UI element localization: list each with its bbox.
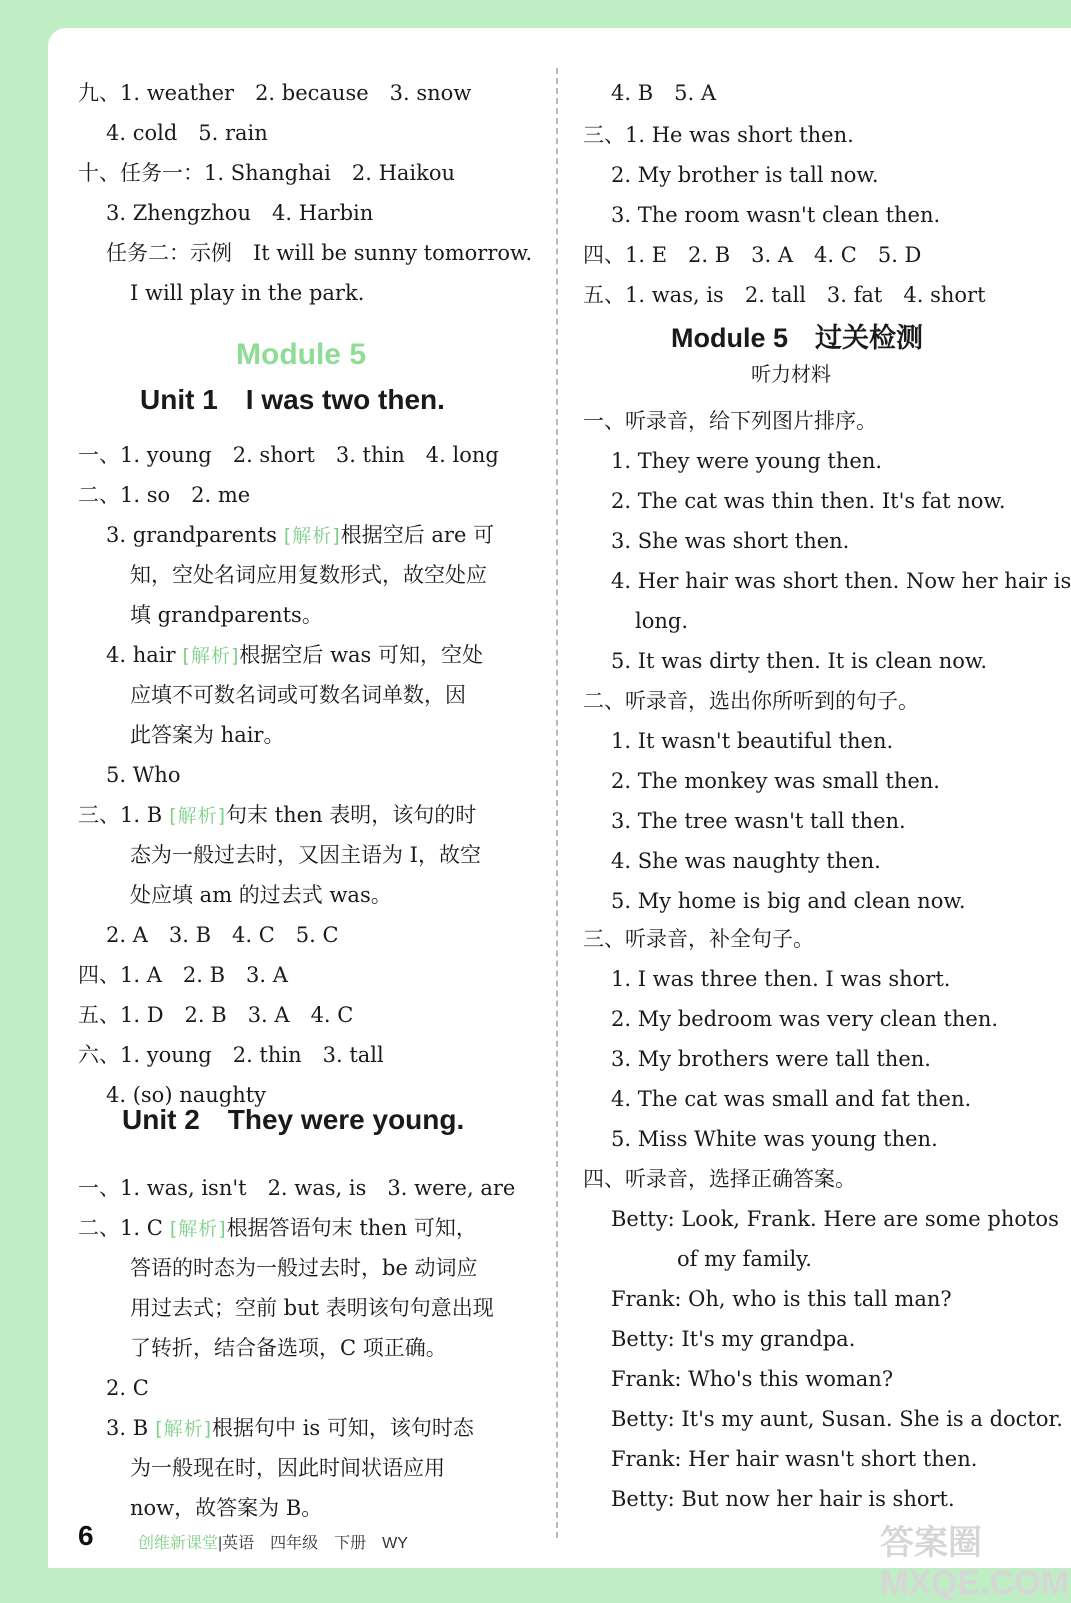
answer-line (611, 1084, 971, 1114)
answer-text: 5. My home is big and clean now. (611, 889, 966, 913)
unit2-title: Unit 2 They were young. (122, 1104, 465, 1135)
answer-line (130, 1293, 494, 1323)
answer-line (611, 1324, 855, 1354)
answer-line (106, 198, 373, 228)
answer-text: 二、听录音，选出你所听到的句子。 (583, 689, 919, 713)
answer-text: 二、1. so 2. me (78, 483, 251, 507)
answer-text: 五、1. D 2. B 3. A 4. C (78, 1003, 354, 1027)
footer-info (138, 1530, 408, 1553)
answer-line (583, 686, 919, 716)
answer-text: Frank: Her hair wasn't short then. (611, 1447, 978, 1471)
answer-line (130, 720, 284, 750)
answer-line (583, 280, 986, 310)
answer-line (130, 1333, 447, 1363)
analysis-tag: [解析] (148, 1418, 213, 1440)
answer-line (78, 158, 455, 188)
answer-line (611, 846, 881, 876)
answer-line (106, 118, 268, 148)
module-title: Module 5 (236, 338, 367, 371)
answer-text: Betty: It's my aunt, Susan. She is a doctor. (611, 1407, 1063, 1431)
answer-text: long. (635, 609, 689, 633)
answer-text: 4. She was naughty then. (611, 849, 881, 873)
answer-line (677, 1244, 812, 1274)
answer-text: 四、1. A 2. B 3. A (78, 963, 288, 987)
answer-line (611, 200, 940, 230)
answer-line (611, 766, 940, 796)
analysis-text: 根据句中 is 可知，该句时态 (212, 1416, 474, 1440)
answer-text: 一、1. young 2. short 3. thin 4. long (78, 443, 499, 467)
answer-line (78, 440, 499, 470)
answer-line (611, 806, 906, 836)
analysis-tag: [解析] (162, 1218, 227, 1240)
footer-book-info: |英语 四年级 下册 WY (218, 1535, 408, 1552)
answer-line (78, 1173, 515, 1203)
answer-line (611, 1204, 1059, 1234)
answer-text: Betty: Look, Frank. Here are some photos (611, 1207, 1059, 1231)
answer-text: now，故答案为 B。 (130, 1496, 323, 1520)
analysis-text: 句末 then 表明，该句的时 (226, 803, 477, 827)
answer-line (635, 606, 688, 636)
answer-line (611, 1124, 938, 1154)
answer-text: 2. A 3. B 4. C 5. C (106, 923, 339, 947)
analysis-tag: [解析] (162, 805, 227, 827)
answer-text: 态为一般过去时，又因主语为 I，故空 (130, 843, 481, 867)
answer-line (611, 566, 1071, 596)
analysis-text: 根据答语句末 then 可知， (226, 1216, 477, 1240)
listening-title: 听力材料 (751, 362, 831, 386)
answer-line (611, 1044, 931, 1074)
analysis-text: 根据空后 was 可知，空处 (239, 643, 484, 667)
answer-text: 四、1. E 2. B 3. A 4. C 5. D (583, 243, 922, 267)
answer-line (611, 1364, 893, 1394)
answer-line (611, 964, 950, 994)
page-number: 6 (78, 1520, 94, 1551)
answer-line (106, 920, 339, 950)
answer-line (611, 1484, 955, 1514)
answer-page (48, 28, 1071, 1568)
answer-text: 十、任务一：1. Shanghai 2. Haikou (78, 161, 456, 185)
answer-text: 一、1. was, isn't 2. was, is 3. were, are (78, 1176, 516, 1200)
answer-text: 1. I was three then. I was short. (611, 967, 951, 991)
answer-line (611, 886, 966, 916)
answer-line (611, 1284, 952, 1314)
answer-text: 2. The monkey was small then. (611, 769, 940, 793)
answer-text: 九、1. weather 2. because 3. snow (78, 81, 472, 105)
answer-line (611, 1404, 1063, 1434)
answer-line (78, 78, 471, 108)
answer-text: 了转折，结合备选项，C 项正确。 (130, 1336, 447, 1360)
answer-text: 5. Who (106, 763, 181, 787)
answer-line (611, 1444, 977, 1474)
answer-line (611, 1004, 998, 1034)
answer-text: 应填不可数名词或可数名词单数，因 (130, 683, 466, 707)
answer-text: 六、1. young 2. thin 3. tall (78, 1043, 384, 1067)
answer-text: 3. She was short then. (611, 529, 850, 553)
answer-text: 四、听录音，选择正确答案。 (583, 1167, 856, 1191)
answer-text: 三、1. B (78, 803, 163, 827)
answer-text: 填 grandparents。 (130, 603, 323, 627)
answer-text: 三、听录音，补全句子。 (583, 927, 814, 951)
answer-text: 3. grandparents (106, 523, 277, 547)
answer-text: 3. B (106, 1416, 149, 1440)
answer-line (78, 800, 476, 831)
answer-text: Frank: Who's this woman? (611, 1367, 894, 1391)
answer-line (78, 1040, 384, 1070)
watermark-logo: 答案圈 MXQE.COM (880, 1524, 1069, 1602)
answer-text: 此答案为 hair。 (130, 723, 285, 747)
answer-text: of my family. (677, 1247, 812, 1271)
footer-brand: 创维新课堂 (138, 1535, 219, 1552)
answer-line (106, 520, 494, 551)
answer-line (611, 726, 893, 756)
answer-text: 3. The room wasn't clean then. (611, 203, 941, 227)
answer-text: Frank: Oh, who is this tall man? (611, 1287, 952, 1311)
analysis-text: 根据空后 are 可 (340, 523, 495, 547)
analysis-tag: [解析] (175, 645, 240, 667)
answer-line (583, 240, 921, 270)
answer-line (130, 1253, 478, 1283)
answer-line (130, 560, 487, 590)
answer-text: 4. (so) naughty (106, 1083, 267, 1107)
answer-line (611, 526, 849, 556)
answer-text: 3. The tree wasn't tall then. (611, 809, 906, 833)
answer-text: 为一般现在时，因此时间状语应用 (130, 1456, 445, 1480)
answer-line (611, 78, 716, 108)
answer-line (611, 446, 882, 476)
answer-line (106, 640, 483, 671)
answer-line (78, 1213, 477, 1244)
answer-text: 5. It was dirty then. It is clean now. (611, 649, 988, 673)
answer-text: 三、1. He was short then. (583, 123, 854, 147)
answer-line (583, 924, 814, 954)
unit1-title: Unit 1 I was two then. (140, 384, 445, 415)
answer-line (583, 120, 854, 150)
answer-text: 五、1. was, is 2. tall 3. fat 4. short (583, 283, 986, 307)
answer-line (106, 238, 532, 268)
answer-line (130, 1453, 445, 1483)
answer-line (583, 406, 877, 436)
column-divider (556, 68, 558, 1538)
answer-text: 1. It wasn't beautiful then. (611, 729, 894, 753)
answer-text: 4. The cat was small and fat then. (611, 1087, 972, 1111)
answer-text: 1. They were young then. (611, 449, 883, 473)
answer-text: 4. hair (106, 643, 176, 667)
answer-text: 5. Miss White was young then. (611, 1127, 938, 1151)
answer-line (130, 840, 481, 870)
answer-text: 2. C (106, 1376, 149, 1400)
answer-line (611, 486, 1006, 516)
answer-text: Betty: It's my grandpa. (611, 1327, 856, 1351)
answer-text: 2. My brother is tall now. (611, 163, 879, 187)
answer-line (78, 960, 288, 990)
answer-line (78, 480, 250, 510)
answer-text: 4. B 5. A (611, 81, 717, 105)
answer-line (611, 160, 879, 190)
answer-line (611, 646, 987, 676)
answer-text: 任务二：示例 It will be sunny tomorrow. (106, 241, 533, 265)
answer-line (130, 680, 466, 710)
test-title: Module 5 过关检测 (671, 323, 924, 353)
answer-text: 4. Her hair was short then. Now her hair is (611, 569, 1071, 593)
answer-line (130, 278, 364, 308)
answer-text: 2. The cat was thin then. It's fat now. (611, 489, 1006, 513)
answer-line (106, 1080, 266, 1110)
answer-line (130, 600, 323, 630)
answer-line (106, 760, 180, 790)
answer-text: 4. cold 5. rain (106, 121, 268, 145)
answer-line (130, 1493, 322, 1523)
answer-line (130, 880, 392, 910)
answer-text: 知，空处名词应用复数形式，故空处应 (130, 563, 487, 587)
answer-text: 用过去式；空前 but 表明该句句意出现 (130, 1296, 494, 1320)
answer-text: Betty: But now her hair is short. (611, 1487, 955, 1511)
answer-text: 2. My bedroom was very clean then. (611, 1007, 999, 1031)
answer-line (106, 1413, 474, 1444)
analysis-tag: [解析] (276, 525, 341, 547)
answer-text: 答语的时态为一般过去时，be 动词应 (130, 1256, 478, 1280)
answer-text: 3. My brothers were tall then. (611, 1047, 931, 1071)
answer-line (106, 1373, 149, 1403)
answer-line (583, 1164, 856, 1194)
answer-text: 一、听录音，给下列图片排序。 (583, 409, 877, 433)
answer-text: I will play in the park. (130, 281, 365, 305)
answer-text: 二、1. C (78, 1216, 163, 1240)
answer-line (78, 1000, 353, 1030)
answer-text: 处应填 am 的过去式 was。 (130, 883, 392, 907)
answer-text: 3. Zhengzhou 4. Harbin (106, 201, 374, 225)
